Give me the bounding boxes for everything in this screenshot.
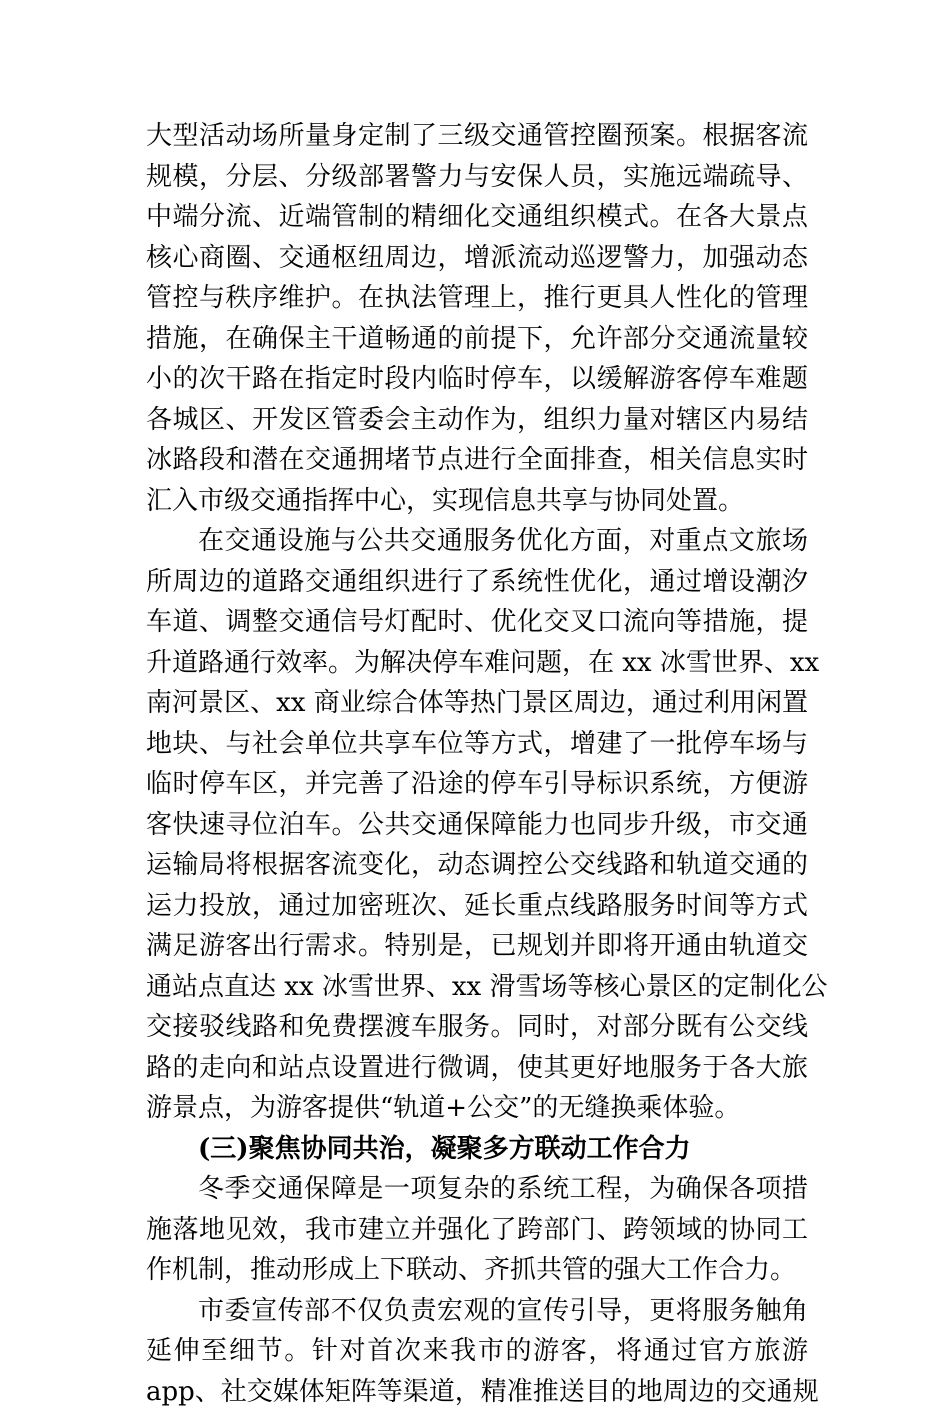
text-line: 升道路通行效率。为解决停车难问题，在 xx 冰雪世界、xx: [146, 643, 808, 684]
text-line: 临时停车区，并完善了沿途的停车引导标识系统，方便游: [146, 764, 808, 805]
text-line: 地块、与社会单位共享车位等方式，增建了一批停车场与: [146, 724, 808, 765]
text-line: 客快速寻位泊车。公共交通保障能力也同步升级，市交通: [146, 805, 808, 846]
text-line: 冰路段和潜在交通拥堵节点进行全面排查，相关信息实时: [146, 440, 808, 481]
text-line: 延伸至细节。针对首次来我市的游客，将通过官方旅游: [146, 1331, 808, 1372]
text-line: 运输局将根据客流变化，动态调控公交线路和轨道交通的: [146, 845, 808, 886]
text-line: 运力投放，通过加密班次、延长重点线路服务时间等方式: [146, 886, 808, 927]
text-line: 通站点直达 xx 冰雪世界、xx 滑雪场等核心景区的定制化公: [146, 967, 808, 1008]
text-line: 大型活动场所量身定制了三级交通管控圈预案。根据客流: [146, 116, 808, 157]
text-line: 汇入市级交通指挥中心，实现信息共享与协同处置。: [146, 481, 808, 522]
text-line: 游景点，为游客提供“轨道+公交”的无缝换乘体验。: [146, 1088, 808, 1129]
text-line: 各城区、开发区管委会主动作为，组织力量对辖区内易结: [146, 400, 808, 441]
text-line: 南河景区、xx 商业综合体等热门景区周边，通过利用闲置: [146, 683, 808, 724]
text-line: 满足游客出行需求。特别是，已规划并即将开通由轨道交: [146, 926, 808, 967]
text-line: 所周边的道路交通组织进行了系统性优化，通过增设潮汐: [146, 562, 808, 603]
text-line: 中端分流、近端管制的精细化交通组织模式。在各大景点: [146, 197, 808, 238]
document-body: [146, 116, 808, 1412]
text-line: 措施，在确保主干道畅通的前提下，允许部分交通流量较: [146, 319, 808, 360]
text-line: 规模，分层、分级部署警力与安保人员，实施远端疏导、: [146, 157, 808, 198]
section-heading: (三)聚焦协同共治，凝聚多方联动工作合力: [146, 1129, 808, 1170]
text-line: 路的走向和站点设置进行微调，使其更好地服务于各大旅: [146, 1048, 808, 1089]
paragraph-first-line: 市委宣传部不仅负责宏观的宣传引导，更将服务触角: [146, 1291, 808, 1332]
text-line: 交接驳线路和免费摆渡车服务。同时，对部分既有公交线: [146, 1007, 808, 1048]
paragraph-first-line: 冬季交通保障是一项复杂的系统工程，为确保各项措: [146, 1169, 808, 1210]
paragraph-first-line: 在交通设施与公共交通服务优化方面，对重点文旅场: [146, 521, 808, 562]
text-line: 车道、调整交通信号灯配时、优化交叉口流向等措施，提: [146, 602, 808, 643]
text-line: 核心商圈、交通枢纽周边，增派流动巡逻警力，加强动态: [146, 238, 808, 279]
text-line: 施落地见效，我市建立并强化了跨部门、跨领域的协同工: [146, 1210, 808, 1251]
text-line: 小的次干路在指定时段内临时停车，以缓解游客停车难题: [146, 359, 808, 400]
text-line: 作机制，推动形成上下联动、齐抓共管的强大工作合力。: [146, 1250, 808, 1291]
text-line: 管控与秩序维护。在执法管理上，推行更具人性化的管理: [146, 278, 808, 319]
text-line: app、社交媒体矩阵等渠道，精准推送目的地周边的交通规: [146, 1372, 808, 1412]
